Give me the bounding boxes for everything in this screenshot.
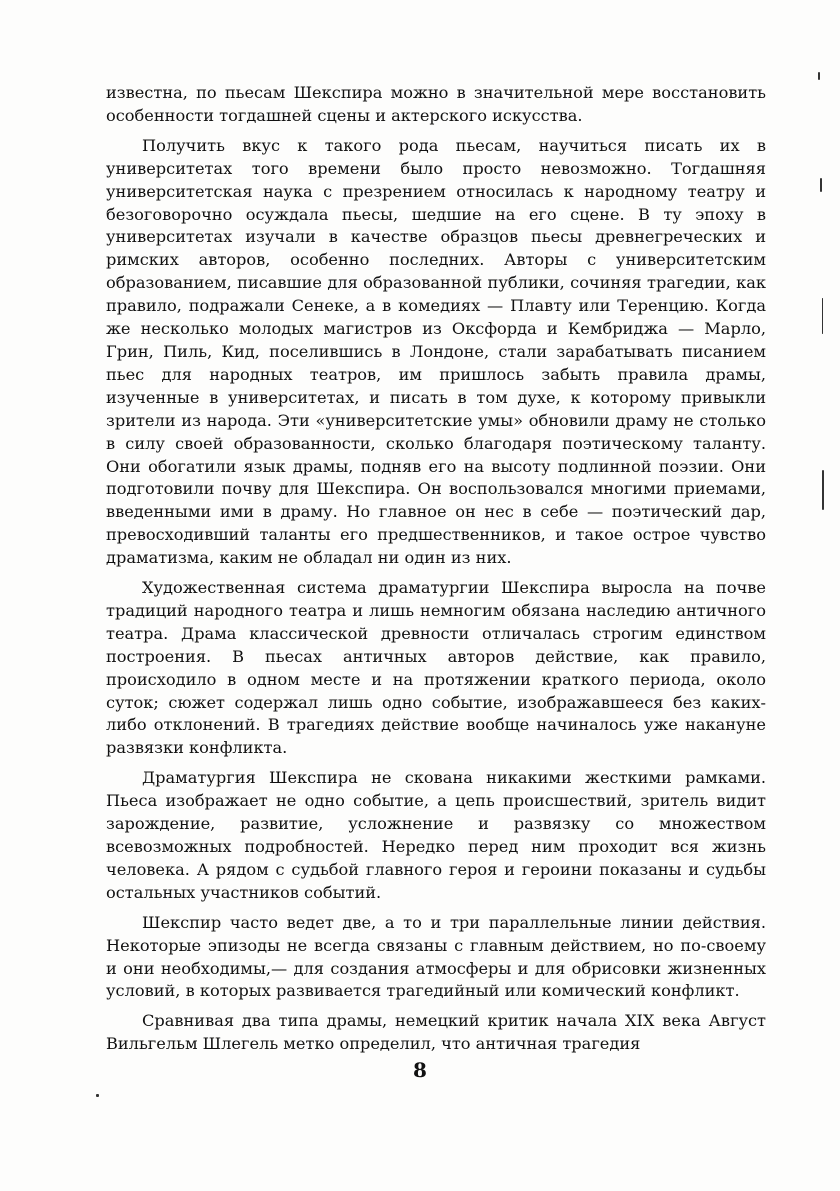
paragraph-schlegel: Сравнивая два типа драмы, немецкий критик начала XIX века Август Вильгельм Шлегель метко определил, что античная трагедия — [106, 1011, 766, 1054]
paragraph-continuation: известна, по пьесам Шекспира можно в значительной мере восстановить особенности тогдашней сцены и актерского искусства. — [106, 83, 766, 125]
paragraph-parallel-lines: Шекспир часто ведет две, а то и три параллельные линии действия. Некоторые эпизоды не всегда связаны с главным действием, но по-своему и они необходимы,— для создания атмосферы и для обрисовки жизненных условий, в которых развивается трагедийный или комический конфликт. — [106, 912, 766, 1001]
paragraph-dramaturgy: Драматургия Шекспира не скована никакими жесткими рамками. Пьеса изображает не одно событие, а цепь происшествий, зритель видит зарождение, развитие, усложнение и развязку со множеством всевозможных подробностей. Нередко перед ним проходит вся жизнь человека. А рядом с судьбой главного героя и героини показаны и судьбы остальных участников событий. — [106, 768, 766, 902]
paragraph-university-wits: Получить вкус к такого рода пьесам, научиться писать их в университетах того времени было просто невозможно. Тогдашняя университетская наука с презрением относилась к народному театру и безоговорочно осуждала пьесы, шедшие на его сцене. В ту эпоху в университетах изучали в качестве образцов пьесы древнегреческих и римских авторов, особенно последних. Авторы с университетским образованием, писавшие для образованной публики, сочиняя трагедии, как правило, подражали Сенеке, а в комедиях — Плавту или Теренцию. Когда же несколько молодых магистров из Оксфорда и Кембриджа — Марло, Грин, Пиль, Кид, поселившись в Лондоне, стали зарабатывать писанием пьес для народных театров, им пришлось забыть правила драмы, изученные в университетах, и писать в том духе, к которому привыкли зрители из народа. Эти «университетские умы» обновили драму не столько в силу своей образованности, сколько благодаря поэтическому таланту. Они обогатили язык драмы, подняв его на высоту подлинной поэзии. Они подготовили почву для Шекспира. Он воспользовался многими приемами, введенными ими в драму. Но главное он нес в себе — поэтический дар, превосходивший таланты его предшественников, и такое острое чувство драматизма, каким не обладал ни один из них. — [106, 135, 766, 568]
scan-speck — [822, 298, 823, 334]
scan-speck — [818, 72, 820, 80]
scan-speck — [820, 178, 822, 192]
body-text — [106, 82, 766, 1056]
page-number: 8 — [413, 1058, 427, 1082]
scan-speck — [96, 1094, 99, 1097]
scan-speck — [822, 470, 824, 510]
paragraph-artistic-system: Художественная система драматургии Шекспира выросла на почве традиций народного театра и лишь немногим обязана наследию античного театра. Драма классической древности отличалась строгим единством построения. В пьесах античных авторов действие, как правило, происходило в одном месте и на протяжении краткого периода, около суток; сюжет содержал лишь одно событие, изображавшееся без каких-либо отклонений. В трагедиях действие вообще начиналось уже накануне развязки конфликта. — [106, 578, 766, 758]
